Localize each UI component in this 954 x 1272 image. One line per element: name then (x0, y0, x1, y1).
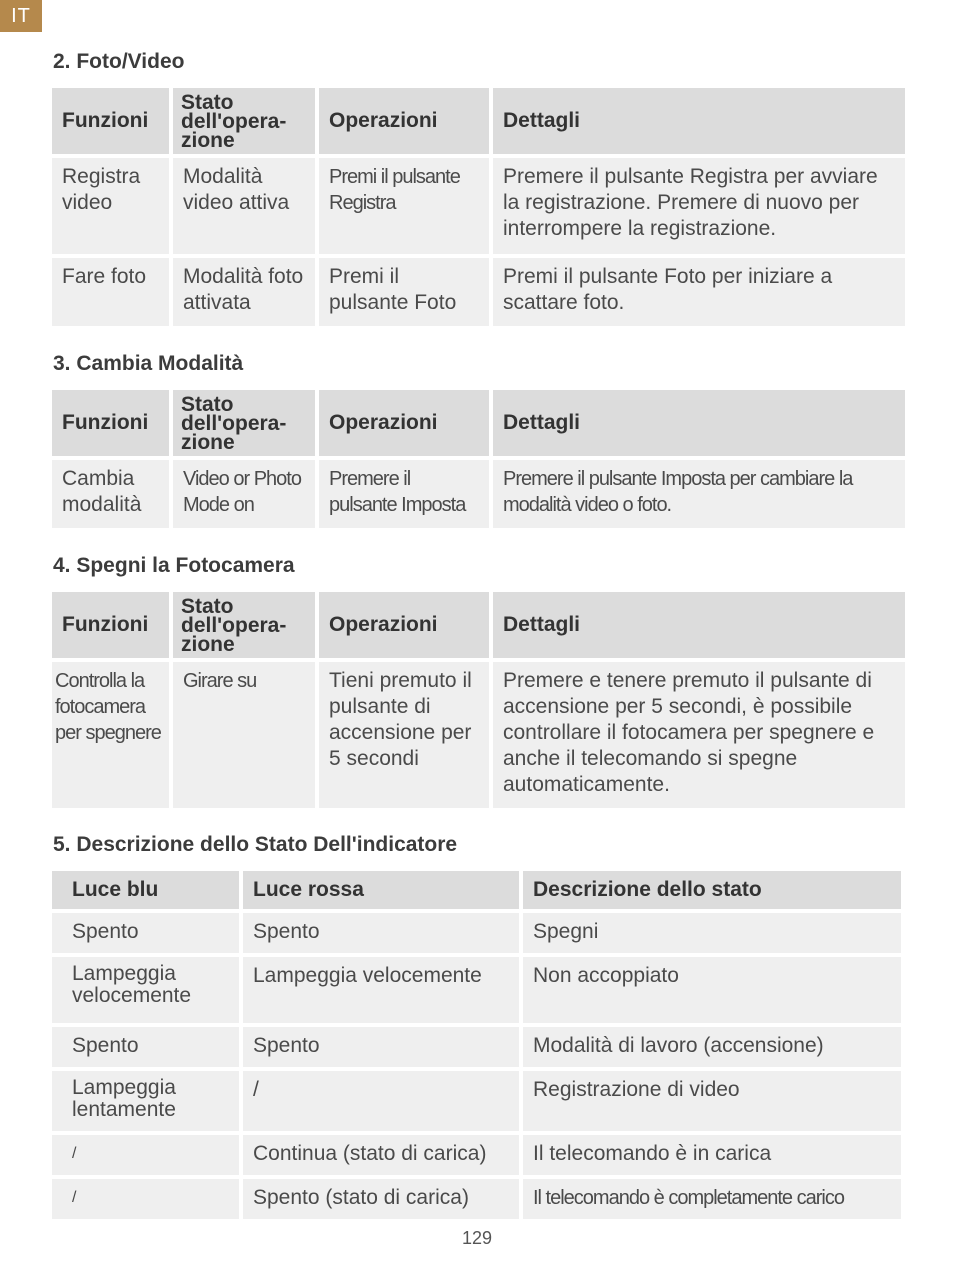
cell-luce-blu: Lampeggia velocemente (52, 957, 239, 1023)
cell-luce-blu: Lampeggia lentamente (52, 1071, 239, 1131)
language-tab: IT (0, 0, 42, 32)
section-title-stato-indicatore: 5. Descrizione dello Stato Dell'indicatore (53, 833, 458, 856)
cell-descrizione: Il telecomando è completamente carico (523, 1179, 901, 1219)
header-luce-blu: Luce blu (52, 871, 239, 909)
table-row (52, 957, 901, 1023)
table-row (52, 258, 905, 326)
cell-dettagli: Premere il pulsante Registra per avviare la registrazione. Premere di nuovo per interrompere la registrazione. (493, 158, 905, 254)
header-operazioni: Operazioni (319, 390, 489, 456)
header-stato: Stato dell'opera-zione (173, 592, 315, 658)
table-row (52, 158, 905, 254)
table-row (52, 1179, 901, 1219)
cell-operazioni: Tieni premuto il pulsante di accensione per 5 secondi (319, 662, 489, 808)
cell-descrizione: Spegni (523, 913, 901, 953)
cell-luce-blu: / (52, 1135, 239, 1175)
cell-funzioni: Registra video (52, 158, 169, 254)
header-operazioni: Operazioni (319, 592, 489, 658)
cell-dettagli: Premi il pulsante Foto per iniziare a scattare foto. (493, 258, 905, 326)
header-funzioni: Funzioni (52, 592, 169, 658)
table-row (52, 460, 905, 528)
page-number: 129 (461, 1228, 493, 1248)
cell-funzioni: Fare foto (52, 258, 169, 326)
section-title-cambia-modalita: 3. Cambia Modalità (53, 352, 244, 375)
cell-descrizione: Il telecomando è in carica (523, 1135, 901, 1175)
cell-luce-rossa: Spento (stato di carica) (243, 1179, 519, 1219)
header-funzioni: Funzioni (52, 390, 169, 456)
cell-luce-blu: Spento (52, 913, 239, 953)
table-row (52, 662, 905, 808)
table-row (52, 913, 901, 953)
cell-stato: Girare su (173, 662, 315, 808)
cell-descrizione: Registrazione di video (523, 1071, 901, 1131)
cell-operazioni: Premi il pulsante Foto (319, 258, 489, 326)
header-stato: Stato dell'opera-zione (173, 88, 315, 154)
cell-luce-blu: / (52, 1179, 239, 1219)
table-row (52, 1135, 901, 1175)
cell-dettagli: Premere il pulsante Imposta per cambiare la modalità video o foto. (493, 460, 905, 528)
header-stato: Stato dell'opera-zione (173, 390, 315, 456)
cell-funzioni: Cambia modalità (52, 460, 169, 528)
header-dettagli: Dettagli (493, 592, 905, 658)
cell-operazioni: Premi il pulsante Registra (319, 158, 489, 254)
table-stato-indicatore (48, 867, 905, 1223)
cell-descrizione: Non accoppiato (523, 957, 901, 1023)
section-title-foto-video: 2. Foto/Video (53, 50, 185, 73)
header-dettagli: Dettagli (493, 390, 905, 456)
cell-luce-blu: Spento (52, 1027, 239, 1067)
cell-luce-rossa: Lampeggia velocemente (243, 957, 519, 1023)
table-foto-video (48, 84, 909, 330)
cell-luce-rossa: Continua (stato di carica) (243, 1135, 519, 1175)
header-dettagli: Dettagli (493, 88, 905, 154)
table-row (52, 1027, 901, 1067)
header-descrizione: Descrizione dello stato (523, 871, 901, 909)
cell-stato: Modalità video attiva (173, 158, 315, 254)
cell-luce-rossa: Spento (243, 913, 519, 953)
table-spegni-fotocamera (48, 588, 909, 812)
cell-stato: Video or Photo Mode on (173, 460, 315, 528)
cell-operazioni: Premere il pulsante Imposta (319, 460, 489, 528)
header-funzioni: Funzioni (52, 88, 169, 154)
cell-stato: Modalità foto attivata (173, 258, 315, 326)
table-cambia-modalita (48, 386, 909, 532)
cell-luce-rossa: Spento (243, 1027, 519, 1067)
table-row (52, 1071, 901, 1131)
cell-funzioni: Controlla la fotocamera per spegnere (52, 662, 169, 808)
cell-dettagli: Premere e tenere premuto il pulsante di accensione per 5 secondi, è possibile controllare il fotocamera per spegnere e anche il telecomando si spegne automaticamente. (493, 662, 905, 808)
section-title-spegni-fotocamera: 4. Spegni la Fotocamera (53, 554, 295, 577)
header-operazioni: Operazioni (319, 88, 489, 154)
header-luce-rossa: Luce rossa (243, 871, 519, 909)
cell-luce-rossa: / (243, 1071, 519, 1131)
cell-descrizione: Modalità di lavoro (accensione) (523, 1027, 901, 1067)
